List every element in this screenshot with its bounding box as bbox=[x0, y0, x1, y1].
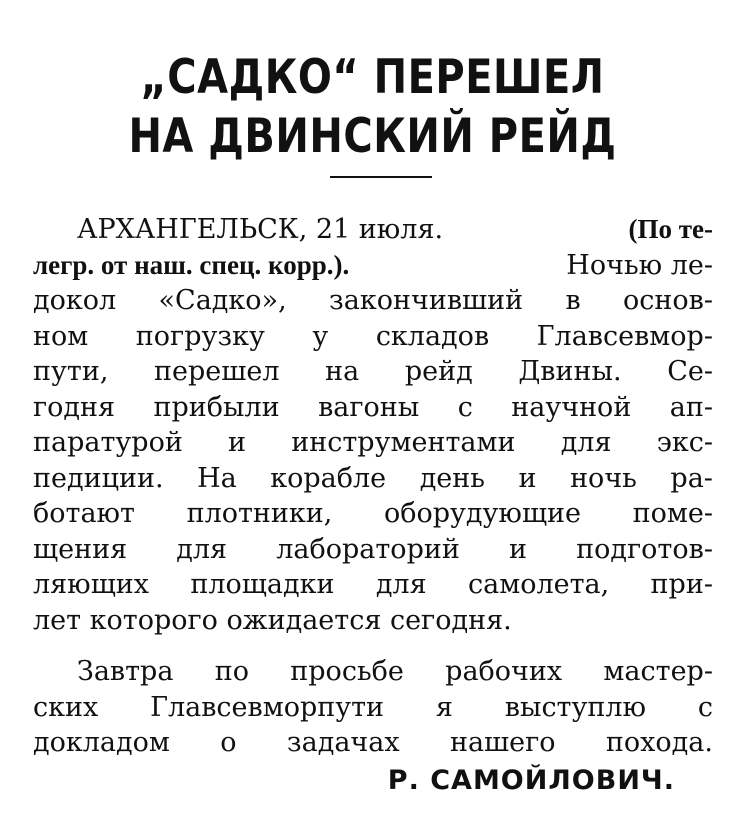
body-word: для bbox=[560, 427, 612, 458]
body-word: инструментами bbox=[291, 427, 516, 458]
body-word: с bbox=[697, 691, 713, 723]
body-word: ап- bbox=[669, 391, 713, 423]
body-word: плотники, bbox=[186, 498, 333, 529]
body-word: ночь bbox=[570, 462, 637, 494]
headline-line-2: НА ДВИНСКИЙ РЕЙД bbox=[128, 109, 617, 164]
body-line bbox=[33, 283, 713, 319]
body-word: ских bbox=[33, 691, 99, 723]
body-word: научной bbox=[511, 391, 632, 423]
body-line bbox=[33, 496, 713, 532]
headline bbox=[0, 48, 745, 166]
body-word: о bbox=[220, 727, 237, 758]
dateline: АРХАНГЕЛЬСК, 21 июля. bbox=[77, 214, 444, 245]
body-word: экс- bbox=[656, 427, 713, 458]
body-line bbox=[33, 532, 713, 568]
body-word: Главсевморпути bbox=[150, 691, 385, 723]
body-word: ра- bbox=[670, 462, 713, 494]
body-word: Двины. bbox=[518, 356, 622, 387]
body-line bbox=[33, 248, 713, 284]
body-word: и bbox=[228, 427, 247, 458]
body-word: при- bbox=[650, 569, 713, 600]
body-line bbox=[33, 319, 713, 355]
body-word: нашего bbox=[449, 727, 556, 758]
body-word: докол bbox=[33, 285, 117, 316]
body-word: лабораторий bbox=[276, 533, 460, 565]
article-body bbox=[33, 212, 713, 761]
body-word: просьбе bbox=[290, 656, 404, 687]
body-word: закончивший bbox=[329, 285, 524, 316]
body-word: ном bbox=[33, 320, 89, 352]
body-word: задачах bbox=[286, 727, 400, 758]
body-word: на bbox=[325, 356, 360, 387]
body-word: поме- bbox=[632, 498, 713, 529]
body-line bbox=[33, 567, 713, 603]
body-line bbox=[33, 390, 713, 426]
body-word: педиции. bbox=[33, 462, 164, 494]
source-note: (По те- bbox=[628, 214, 713, 244]
body-word: складов bbox=[375, 320, 490, 352]
body-word: рабочих bbox=[445, 656, 563, 687]
body-word: корабле bbox=[270, 462, 387, 494]
body-word: пути, bbox=[33, 356, 109, 387]
body-line bbox=[33, 603, 713, 639]
body-word: паратурой bbox=[33, 427, 183, 458]
body-line bbox=[33, 654, 713, 690]
body-word: годня bbox=[33, 391, 116, 423]
body-line bbox=[33, 690, 713, 726]
body-word: для bbox=[176, 533, 228, 565]
headline-line-1: „САДКО“ ПЕРЕШЕЛ bbox=[140, 50, 605, 105]
author-signature: Р. САМОЙЛОВИЧ. bbox=[387, 765, 675, 796]
body-word: у bbox=[312, 320, 329, 352]
source-note-continued: легр. от наш. спец. корр.). bbox=[33, 249, 350, 280]
body-word: докладом bbox=[33, 727, 170, 758]
headline-divider bbox=[330, 176, 432, 178]
body-line bbox=[33, 354, 713, 390]
body-word: по bbox=[214, 656, 249, 687]
body-word: я bbox=[435, 691, 453, 723]
body-word: подготов- bbox=[576, 533, 713, 565]
body-word: выступлю bbox=[504, 691, 647, 723]
body-line bbox=[33, 725, 713, 761]
body-word: ботают bbox=[33, 498, 135, 529]
body-word: основ- bbox=[623, 285, 713, 316]
body-word: погрузку bbox=[135, 320, 265, 352]
body-word: с bbox=[457, 391, 473, 423]
body-text: Ночью ле- bbox=[566, 249, 713, 281]
body-line bbox=[33, 461, 713, 497]
paragraph-gap bbox=[33, 638, 713, 654]
body-word: Се- bbox=[667, 356, 713, 387]
body-word: Главсевмор- bbox=[536, 320, 713, 352]
body-word: оборудующие bbox=[383, 498, 582, 529]
body-word: На bbox=[197, 462, 237, 494]
body-word: похода. bbox=[605, 727, 713, 758]
body-word: рейд bbox=[404, 356, 473, 387]
body-word: прибыли bbox=[153, 391, 280, 423]
body-word: в bbox=[565, 285, 581, 316]
body-word: ляющих bbox=[33, 569, 150, 600]
body-line bbox=[33, 425, 713, 461]
body-word: Завтра bbox=[77, 656, 174, 687]
body-line bbox=[33, 212, 713, 248]
body-word: и bbox=[509, 533, 527, 565]
body-word: вагоны bbox=[318, 391, 420, 423]
body-word: площадки bbox=[190, 569, 335, 600]
body-word: и bbox=[518, 462, 537, 494]
body-word: мастер- bbox=[603, 656, 713, 687]
body-word: день bbox=[419, 462, 485, 494]
body-text: лет которого ожидается сегодня. bbox=[33, 604, 512, 636]
body-word: «Садко», bbox=[158, 285, 287, 316]
body-word: перешел bbox=[154, 356, 280, 387]
body-word: для bbox=[375, 569, 427, 600]
body-word: самолета, bbox=[467, 569, 610, 600]
body-word: щения bbox=[33, 533, 128, 565]
